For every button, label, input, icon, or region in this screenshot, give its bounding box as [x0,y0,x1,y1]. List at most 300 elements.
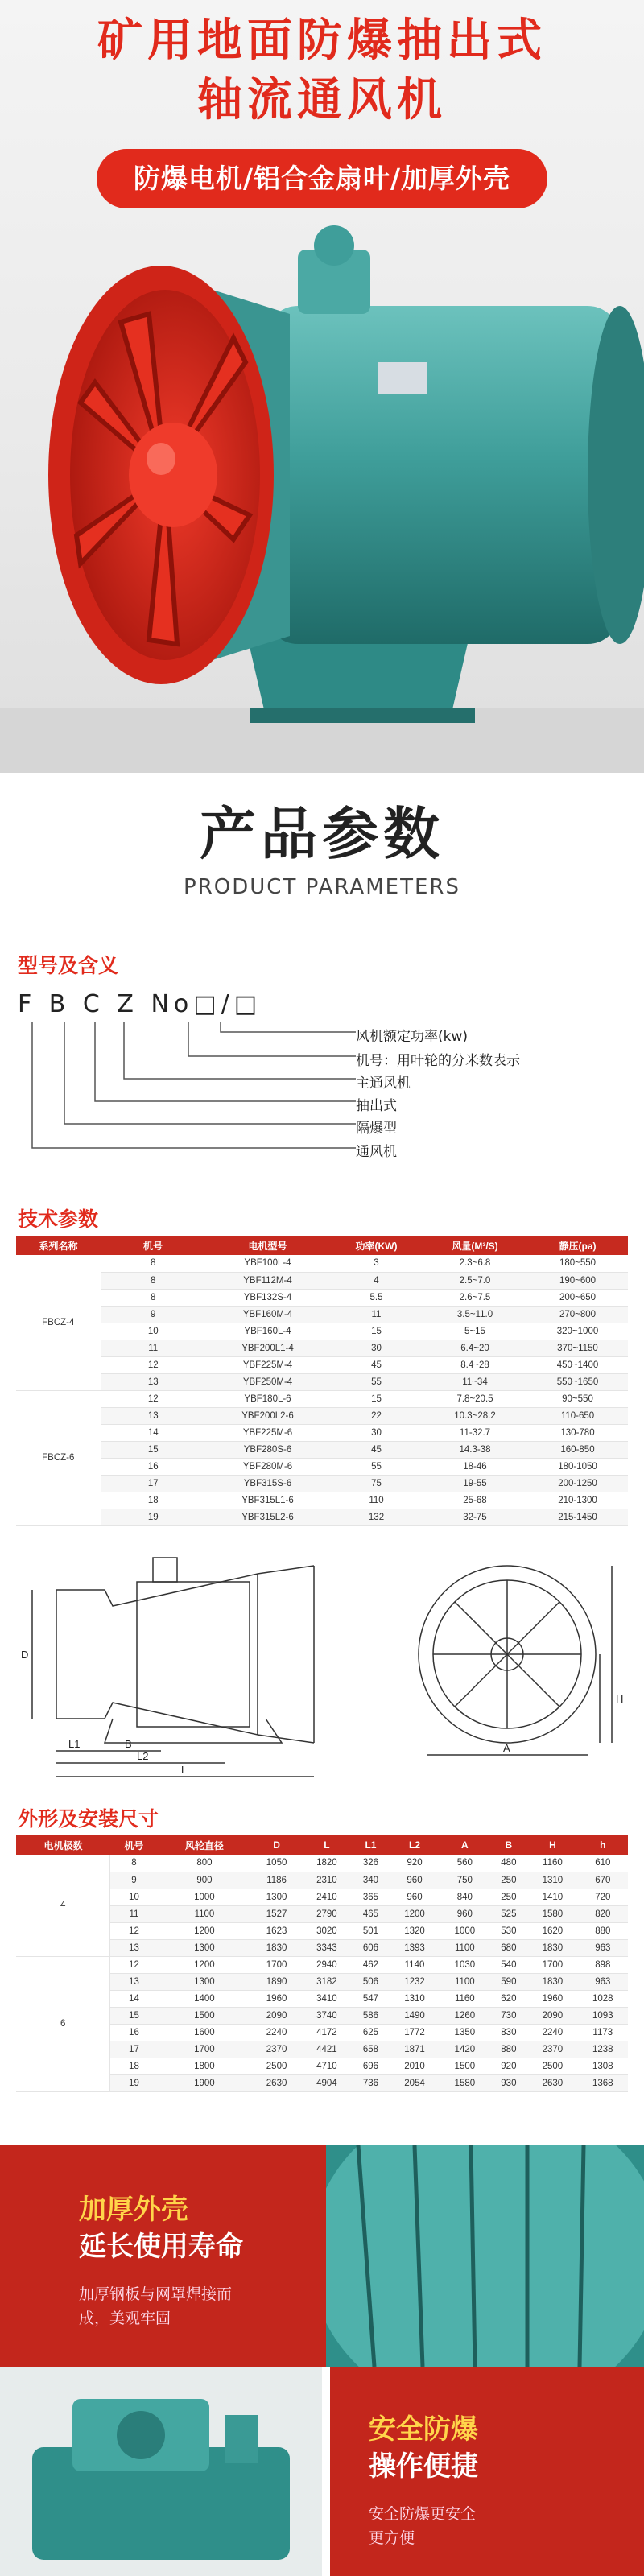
install-cell: 1030 [440,1956,489,1973]
tech-row [16,1306,628,1323]
install-cell: 501 [352,1922,390,1939]
tech-row [16,1509,628,1525]
install-cell: 1050 [251,1855,301,1872]
tech-row [16,1289,628,1306]
install-cell: 9 [110,1872,158,1889]
install-cell: 462 [352,1956,390,1973]
feature1-card [0,2145,326,2367]
tech-cell: 450~1400 [527,1356,628,1373]
install-cell: 2370 [251,2041,301,2058]
install-cell: 1500 [440,2058,489,2074]
install-cell: 560 [440,1855,489,1872]
tech-cell: 90~550 [527,1390,628,1407]
tech-row [16,1373,628,1390]
tech-cell: 110-650 [527,1407,628,1424]
install-cell: 1000 [440,1922,489,1939]
install-cell: 1580 [440,2074,489,2091]
tech-cell: 2.6~7.5 [423,1289,527,1306]
params-title-en: PRODUCT PARAMETERS [184,875,460,899]
tech-cell: 5.5 [330,1289,423,1306]
tech-cell: 22 [330,1407,423,1424]
install-cell: 1186 [251,1872,301,1889]
install-cell: 750 [440,1872,489,1889]
install-cell: 900 [157,1872,251,1889]
install-cell: 2940 [302,1956,352,1973]
install-col-header: L1 [352,1835,390,1855]
tech-cell: 3.5~11.0 [423,1306,527,1323]
fan-product-image [0,225,644,773]
install-cell: 480 [490,1855,528,1872]
install-cell: 4904 [302,2074,352,2091]
feature-thick-shell [0,2145,644,2367]
tech-cell: YBF100L-4 [205,1255,330,1272]
tech-row [16,1424,628,1441]
install-cell: 830 [490,2024,528,2041]
install-cell: 2410 [302,1889,352,1905]
install-cell: 1830 [527,1939,577,1956]
tech-cell: 210-1300 [527,1492,628,1509]
install-cell: 2010 [390,2058,440,2074]
install-cell: 1300 [157,1939,251,1956]
install-col-header: L [302,1835,352,1855]
install-cell: 606 [352,1939,390,1956]
tech-cell: 14 [101,1424,205,1441]
install-cell: 963 [578,1973,628,1990]
model-meaning-diagram [18,990,581,1167]
tech-cell: 10.3~28.2 [423,1407,527,1424]
install-col-header: D [251,1835,301,1855]
install-cell: 1200 [157,1922,251,1939]
install-cell: 1800 [157,2058,251,2074]
tech-cell: 18-46 [423,1458,527,1475]
install-cell: 3410 [302,1990,352,2007]
tech-cell: 270~800 [527,1306,628,1323]
install-cell: 680 [490,1939,528,1956]
tech-col-pressure: 静压(pa) [527,1236,628,1255]
dimension-drawing [16,1542,628,1783]
tech-cell: 4 [330,1272,423,1289]
install-cell: 1350 [440,2024,489,2041]
tech-cell: YBF160L-4 [205,1323,330,1340]
install-cell: 1820 [302,1855,352,1872]
tech-cell: YBF160M-4 [205,1306,330,1323]
dim-label-b: B [125,1738,132,1750]
install-cell: 15 [110,2007,158,2024]
feature-explosion-proof [0,2367,644,2576]
install-cell: 2054 [390,2074,440,2091]
install-cell: 2090 [527,2007,577,2024]
tech-cell: YBF225M-4 [205,1356,330,1373]
tech-row [16,1407,628,1424]
install-cell: 2090 [251,2007,301,2024]
install-heading: 外形及安装尺寸 [18,1807,159,1831]
tech-cell: 30 [330,1424,423,1441]
feature2-subtitle: 操作便捷 [369,2450,478,2483]
feature1-title: 加厚外壳 [79,2194,188,2226]
install-cell: 1308 [578,2058,628,2074]
install-col-header: h [578,1835,628,1855]
tech-row [16,1272,628,1289]
tech-cell: 15 [330,1390,423,1407]
feature1-desc-line1: 加厚钢板与网罩焊接而 [79,2285,233,2303]
dim-label-d: D [21,1649,29,1661]
install-cell: 250 [490,1889,528,1905]
tech-cell: 45 [330,1356,423,1373]
tech-cell: YBF280S-6 [205,1441,330,1458]
install-cell: 3182 [302,1973,352,1990]
tech-heading: 技术参数 [18,1208,99,1231]
tech-cell: 215-1450 [527,1509,628,1525]
install-cell: 365 [352,1889,390,1905]
tech-col-airflow: 风量(M³/S) [423,1236,527,1255]
install-cell: 8 [110,1855,158,1872]
tech-cell: YBF280M-6 [205,1458,330,1475]
tech-cell: 75 [330,1475,423,1492]
tech-cell: 8 [101,1272,205,1289]
install-cell: 13 [110,1939,158,1956]
install-cell: 1772 [390,2024,440,2041]
tech-cell: YBF315S-6 [205,1475,330,1492]
install-cell: 2310 [302,1872,352,1889]
tech-cell: 180-1050 [527,1458,628,1475]
install-cell: 1100 [157,1905,251,1922]
install-cell: 2500 [251,2058,301,2074]
feature1-desc-line2: 成，美观牢固 [79,2310,171,2327]
install-cell: 2630 [251,2074,301,2091]
install-cell: 820 [578,1905,628,1922]
install-cell: 590 [490,1973,528,1990]
install-cell: 465 [352,1905,390,1922]
install-cell: 1400 [157,1990,251,2007]
tech-cell: 16 [101,1458,205,1475]
install-cell: 3343 [302,1939,352,1956]
install-cell: 12 [110,1922,158,1939]
install-cell: 963 [578,1939,628,1956]
tech-cell: YBF200L1-4 [205,1340,330,1356]
install-cell: 920 [390,1855,440,1872]
install-cell: 4172 [302,2024,352,2041]
install-cell: 1232 [390,1973,440,1990]
feature2-desc-line2: 更方便 [369,2529,415,2547]
install-cell: 1700 [157,2041,251,2058]
install-cell: 530 [490,1922,528,1939]
model-meaning-lines [18,1022,356,1167]
install-cell: 1238 [578,2041,628,2058]
install-cell: 1160 [440,1990,489,2007]
install-cell: 1310 [527,1872,577,1889]
tech-cell: 12 [101,1390,205,1407]
install-col-header: 风轮直径 [157,1835,251,1855]
install-cell: 1200 [390,1905,440,1922]
install-cell: 800 [157,1855,251,1872]
feature2-title: 安全防爆 [369,2413,478,2446]
install-cell: 586 [352,2007,390,2024]
install-cell: 1890 [251,1973,301,1990]
install-cell: 1960 [251,1990,301,2007]
install-cell: 1310 [390,1990,440,2007]
meaning-label-number: 机号：用叶轮的分米数表示 [356,1053,520,1069]
dim-label-h: H [616,1693,624,1705]
install-cell: 18 [110,2058,158,2074]
install-cell: 540 [490,1956,528,1973]
install-cell: 1410 [527,1889,577,1905]
install-cell: 880 [490,2041,528,2058]
tech-col-number: 机号 [101,1236,205,1255]
tech-cell: YBF225M-6 [205,1424,330,1441]
tech-cell: 19-55 [423,1475,527,1492]
tech-cell: 8 [101,1289,205,1306]
tech-series-cell: FBCZ-4 [16,1255,101,1390]
meaning-label-flameproof: 隔爆型 [356,1121,397,1137]
install-cell: 736 [352,2074,390,2091]
install-cell: 17 [110,2041,158,2058]
install-cell: 1700 [251,1956,301,1973]
tech-cell: YBF200L2-6 [205,1407,330,1424]
tech-cell: YBF315L1-6 [205,1492,330,1509]
install-cell: 340 [352,1872,390,1889]
hero-tagline: 防爆电机/铝合金扇叶/加厚外壳 [97,149,547,208]
install-cell: 16 [110,2024,158,2041]
install-cell: 525 [490,1905,528,1922]
install-cell: 960 [390,1889,440,1905]
install-cell: 1580 [527,1905,577,1922]
install-cell: 1160 [527,1855,577,1872]
tech-cell: 320~1000 [527,1323,628,1340]
install-cell: 12 [110,1956,158,1973]
tech-cell: YBF250M-4 [205,1373,330,1390]
tech-cell: 2.3~6.8 [423,1255,527,1272]
install-cell: 1173 [578,2024,628,2041]
tech-cell: 130-780 [527,1424,628,1441]
install-cell: 1900 [157,2074,251,2091]
install-cell: 1368 [578,2074,628,2091]
tech-cell: 132 [330,1509,423,1525]
install-cell: 1490 [390,2007,440,2024]
tech-cell: 55 [330,1373,423,1390]
install-cell: 1700 [527,1956,577,1973]
tech-cell: 10 [101,1323,205,1340]
install-cell: 1871 [390,2041,440,2058]
install-cell: 670 [578,1872,628,1889]
tech-cell: 7.8~20.5 [423,1390,527,1407]
install-cell: 730 [490,2007,528,2024]
tech-cell: 25-68 [423,1492,527,1509]
tech-row [16,1390,628,1407]
install-cell: 625 [352,2024,390,2041]
install-cell: 2240 [527,2024,577,2041]
install-cell: 1000 [157,1889,251,1905]
tech-row [16,1340,628,1356]
tech-cell: 200-1250 [527,1475,628,1492]
tech-row [16,1441,628,1458]
tech-cell: 15 [101,1441,205,1458]
install-col-header: B [490,1835,528,1855]
tech-cell: 8 [101,1255,205,1272]
tech-cell: 200~650 [527,1289,628,1306]
model-meaning-heading: 型号及含义 [18,954,119,977]
install-cell: 880 [578,1922,628,1939]
hero-title-line2: 轴流通风机 [197,74,447,126]
install-cell: 10 [110,1889,158,1905]
install-cell: 1420 [440,2041,489,2058]
install-cell: 250 [490,1872,528,1889]
tech-cell: 550~1650 [527,1373,628,1390]
install-cell: 2370 [527,2041,577,2058]
feature2-image [0,2367,322,2576]
tech-row [16,1255,628,1272]
dim-label-a: A [503,1742,510,1754]
params-section-title [0,789,644,899]
install-cell: 960 [440,1905,489,1922]
tech-cell: 370~1150 [527,1340,628,1356]
install-table [16,1835,628,2092]
install-cell: 1320 [390,1922,440,1939]
tech-cell: 6.4~20 [423,1340,527,1356]
install-cell: 696 [352,2058,390,2074]
feature1-subtitle: 延长使用寿命 [79,2231,243,2263]
tech-cell: 18 [101,1492,205,1509]
meaning-label-power: 风机额定功率(kw) [356,1029,469,1045]
install-cell: 840 [440,1889,489,1905]
meaning-label-main: 主通风机 [356,1075,411,1092]
meaning-label-exhaust: 抽出式 [356,1098,397,1114]
tech-cell: 45 [330,1441,423,1458]
tech-row [16,1323,628,1340]
install-col-header: L2 [390,1835,440,1855]
tech-cell: 17 [101,1475,205,1492]
install-col-header: 机号 [110,1835,158,1855]
model-code: F B C Z No□/□ [18,990,262,1018]
hero-banner [0,0,644,773]
tech-cell: 8.4~28 [423,1356,527,1373]
tech-cell: 160-850 [527,1441,628,1458]
install-cell: 1830 [251,1939,301,1956]
install-cell: 1093 [578,2007,628,2024]
tech-cell: 13 [101,1407,205,1424]
install-cell: 1527 [251,1905,301,1922]
tech-cell: 11 [101,1340,205,1356]
install-row [16,1855,628,1872]
install-cell: 506 [352,1973,390,1990]
install-cell: 2240 [251,2024,301,2041]
tech-cell: 180~550 [527,1255,628,1272]
tech-cell: YBF315L2-6 [205,1509,330,1525]
tech-series-cell: FBCZ-6 [16,1390,101,1525]
install-cell: 1960 [527,1990,577,2007]
tech-cell: 30 [330,1340,423,1356]
install-cell: 326 [352,1855,390,1872]
tech-cell: 14.3-38 [423,1441,527,1458]
install-cell: 610 [578,1855,628,1872]
dim-label-l2: L2 [137,1750,149,1762]
install-cell: 620 [490,1990,528,2007]
tech-cell: 19 [101,1509,205,1525]
tech-cell: YBF112M-4 [205,1272,330,1289]
tech-col-series: 系列名称 [16,1236,101,1255]
feature2-card [330,2367,644,2576]
install-cell: 1300 [157,1973,251,1990]
install-cell: 3020 [302,1922,352,1939]
feature2-desc-line1: 安全防爆更安全 [369,2505,477,2523]
install-row [16,1956,628,1973]
tech-cell: 11~34 [423,1373,527,1390]
install-cell: 4421 [302,2041,352,2058]
tech-table [16,1236,628,1526]
install-cell: 19 [110,2074,158,2091]
install-col-header: A [440,1835,489,1855]
install-cell: 720 [578,1889,628,1905]
tech-col-power: 功率(KW) [330,1236,423,1255]
install-cell: 1830 [527,1973,577,1990]
install-cell: 13 [110,1973,158,1990]
install-cell: 1100 [440,1939,489,1956]
tech-cell: 12 [101,1356,205,1373]
install-cell: 960 [390,1872,440,1889]
install-cell: 1393 [390,1939,440,1956]
tech-cell: 13 [101,1373,205,1390]
tech-cell: 11-32.7 [423,1424,527,1441]
install-cell: 1600 [157,2024,251,2041]
hero-title-line1: 矿用地面防爆抽出式 [97,14,547,67]
tech-cell: 3 [330,1255,423,1272]
install-cell: 2500 [527,2058,577,2074]
tech-cell: YBF132S-4 [205,1289,330,1306]
tech-row [16,1475,628,1492]
meaning-label-fan: 通风机 [356,1144,397,1160]
install-cell: 2630 [527,2074,577,2091]
tech-row [16,1492,628,1509]
tech-cell: 15 [330,1323,423,1340]
tech-cell: 11 [330,1306,423,1323]
install-poles-cell: 6 [16,1956,110,2091]
install-cell: 898 [578,1956,628,1973]
install-cell: 1140 [390,1956,440,1973]
tech-cell: 9 [101,1306,205,1323]
tech-cell: YBF180L-6 [205,1390,330,1407]
tech-row [16,1356,628,1373]
install-col-header: 电机极数 [16,1835,110,1855]
dim-label-l: L [181,1764,188,1776]
tech-cell: 2.5~7.0 [423,1272,527,1289]
install-cell: 4710 [302,2058,352,2074]
tech-col-motor: 电机型号 [205,1236,330,1255]
params-title-cn: 产品参数 [200,801,444,867]
install-cell: 1500 [157,2007,251,2024]
feature1-image [326,2145,644,2367]
install-cell: 658 [352,2041,390,2058]
install-col-header: H [527,1835,577,1855]
install-cell: 1300 [251,1889,301,1905]
dim-label-l1: L1 [68,1738,80,1750]
install-poles-cell: 4 [16,1855,110,1956]
tech-cell: 32-75 [423,1509,527,1525]
tech-cell: 5~15 [423,1323,527,1340]
tech-cell: 110 [330,1492,423,1509]
tech-cell: 55 [330,1458,423,1475]
install-cell: 930 [490,2074,528,2091]
install-cell: 3740 [302,2007,352,2024]
install-cell: 14 [110,1990,158,2007]
tech-cell: 190~600 [527,1272,628,1289]
install-cell: 547 [352,1990,390,2007]
install-cell: 1260 [440,2007,489,2024]
install-cell: 1200 [157,1956,251,1973]
install-cell: 1028 [578,1990,628,2007]
install-cell: 1623 [251,1922,301,1939]
install-cell: 920 [490,2058,528,2074]
install-cell: 1620 [527,1922,577,1939]
install-cell: 1100 [440,1973,489,1990]
